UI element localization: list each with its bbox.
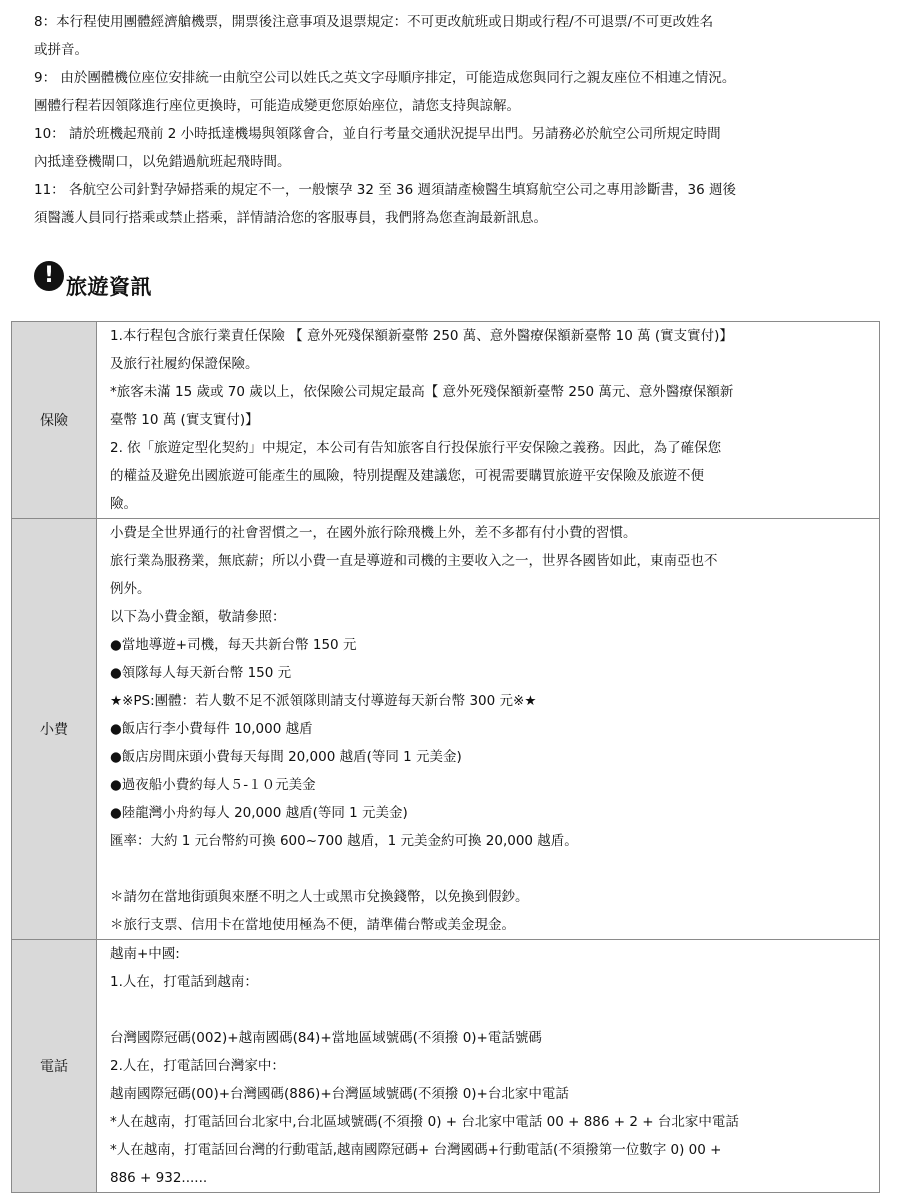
content-line: 的權益及避免出國旅遊可能產生的風險，特別提醒及建議您，可視需要購買旅遊平安保險及旅遊不便 — [110, 468, 704, 484]
row-label: 小費 — [12, 519, 97, 940]
table-row-tips — [12, 519, 880, 940]
section-heading — [34, 262, 152, 302]
row-label: 保險 — [12, 322, 97, 519]
note-line: 10： 請於班機起飛前 2 小時抵達機場與領隊會合，並自行考量交通狀況提早出門。另請務必於航空公司所規定時間 — [34, 126, 721, 142]
content-line: ＊旅行支票、信用卡在當地使用極為不便，請準備台幣或美金現金。 — [110, 917, 515, 933]
note-line: 團體行程若因領隊進行座位更換時，可能造成變更您原始座位，請您支持與諒解。 — [34, 98, 520, 114]
content-line: 險。 — [110, 496, 137, 512]
row-content — [97, 519, 880, 940]
exclamation-icon: ! — [34, 261, 64, 291]
notes-list — [34, 8, 884, 232]
row-content — [97, 322, 880, 519]
content-line: ●領隊每人每天新台幣 150 元 — [110, 665, 292, 681]
content-line: *人在越南，打電話回台北家中,台北區域號碼(不須撥 0) + 台北家中電話 00 + 886 + 2 + 台北家中電話 — [110, 1114, 739, 1130]
content-line: 1.人在，打電話到越南： — [110, 974, 258, 990]
content-line: 旅行業為服務業，無底薪；所以小費一直是導遊和司機的主要收入之一，世界各國皆如此，東南亞也不 — [110, 553, 718, 569]
content-line: ●飯店行李小費每件 10,000 越盾 — [110, 721, 313, 737]
content-line — [110, 855, 879, 883]
note-line: 8：本行程使用團體經濟艙機票，開票後注意事項及退票規定：不可更改航班或日期或行程/不可退票/不可更改姓名 — [34, 14, 714, 30]
content-line: 匯率：大約 1 元台幣約可換 600~700 越盾，1 元美金約可換 20,000 越盾。 — [110, 833, 578, 849]
content-line: ＊請勿在當地街頭與來歷不明之人士或黑市兌換錢幣，以免換到假鈔。 — [110, 889, 529, 905]
row-content — [97, 940, 880, 1193]
content-line: 886 + 932...... — [110, 1170, 208, 1186]
table-row-phone — [12, 940, 880, 1193]
content-line: 及旅行社履約保證保險。 — [110, 356, 259, 372]
content-line: ●陸龍灣小舟約每人 20,000 越盾(等同 1 元美金) — [110, 805, 408, 821]
content-line — [110, 996, 879, 1024]
content-line: 越南國際冠碼(00)+台灣國碼(886)+台灣區域號碼(不須撥 0)+台北家中電話 — [110, 1086, 569, 1102]
note-line: 11： 各航空公司針對孕婦搭乘的規定不一，一般懷孕 32 至 36 週須請產檢醫生填寫航空公司之專用診斷書，36 週後 — [34, 182, 736, 198]
content-line: 例外。 — [110, 581, 151, 597]
note-line: 須醫護人員同行搭乘或禁止搭乘，詳情請洽您的客服專員，我們將為您查詢最新訊息。 — [34, 210, 547, 226]
content-line: ●過夜船小費約每人５-１０元美金 — [110, 777, 316, 793]
note-line: 或拼音。 — [34, 42, 88, 58]
content-line: *人在越南，打電話回台灣的行動電話,越南國際冠碼+ 台灣國碼+行動電話(不須撥第一位數字 0) 00 + — [110, 1142, 722, 1158]
row-label: 電話 — [12, 940, 97, 1193]
table-row-insurance — [12, 322, 880, 519]
content-line: 1.本行程包含旅行業責任保險 【 意外死殘保額新臺幣 250 萬、意外醫療保額新臺幣 10 萬 (實支實付)】 — [110, 328, 733, 344]
content-line: *旅客未滿 15 歲或 70 歲以上，依保險公司規定最高【 意外死殘保額新臺幣 250 萬元、意外醫療保額新 — [110, 384, 734, 400]
content-line: ★※PS:團體：若人數不足不派領隊則請支付導遊每天新台幣 300 元※★ — [110, 693, 537, 709]
travel-info-table — [11, 321, 880, 1193]
content-line: 小費是全世界通行的社會習慣之一，在國外旅行除飛機上外，差不多都有付小費的習慣。 — [110, 525, 637, 541]
content-line: ●飯店房間床頭小費每天每間 20,000 越盾(等同 1 元美金) — [110, 749, 462, 765]
note-line: 內抵達登機閘口，以免錯過航班起飛時間。 — [34, 154, 291, 170]
content-line: 越南+中國: — [110, 946, 180, 962]
content-line: 以下為小費金額，敬請參照： — [110, 609, 286, 625]
content-line: ●當地導遊+司機，每天共新台幣 150 元 — [110, 637, 357, 653]
note-line: 9： 由於團體機位座位安排統一由航空公司以姓氏之英文字母順序排定，可能造成您與同行之親友座位不相連之情況。 — [34, 70, 736, 86]
section-title: 旅遊資訊 — [66, 275, 152, 299]
content-line: 臺幣 10 萬 (實支實付)】 — [110, 412, 259, 428]
content-line: 台灣國際冠碼(002)+越南國碼(84)+當地區域號碼(不須撥 0)+電話號碼 — [110, 1030, 542, 1046]
content-line: 2. 依「旅遊定型化契約」中規定，本公司有告知旅客自行投保旅行平安保險之義務。因此，為了確保您 — [110, 440, 722, 456]
content-line: 2.人在，打電話回台灣家中： — [110, 1058, 285, 1074]
